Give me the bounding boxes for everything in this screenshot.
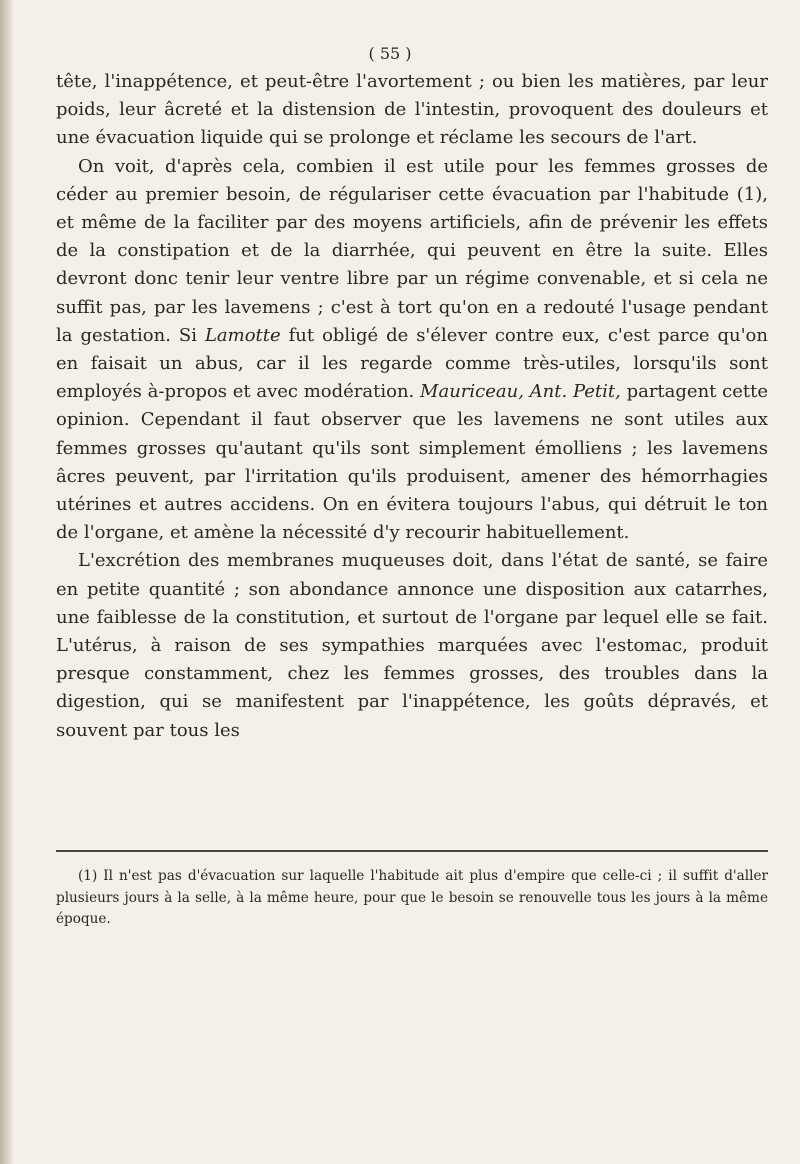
paragraph-2 <box>56 153 768 548</box>
body-text <box>56 68 768 745</box>
paragraph-2-text-b: fut obligé de s'élever contre eux, c'est parce qu'on en faisait un abus, car il les regarde comme très-utiles, lorsqu'ils sont employés à-propos et avec modération. <box>56 324 768 403</box>
paragraph-1 <box>56 68 768 153</box>
author-names-mauriceau-petit: Mauriceau, Ant. Petit, <box>420 381 621 403</box>
paragraph-1-text: tête, l'inappétence, et peut-être l'avortement ; ou bien les matières, par leur poids, leur âcreté et la distension de l'intestin, provoquent des douleurs et une évacuation liquide qui se prolonge et réclame les secours de l'art. <box>56 71 768 149</box>
footnote: (1) Il n'est pas d'évacuation sur laquelle l'habitude ait plus d'empire que celle-ci ; il suffit d'aller plusieurs jours à la selle, à la même heure, pour que le besoin se renouvelle tous les jours à la même époque. <box>56 868 768 927</box>
author-name-lamotte: Lamotte <box>204 324 281 346</box>
page-number: ( 55 ) <box>368 44 412 63</box>
footnote-divider <box>56 850 768 852</box>
paragraph-3-text: L'excrétion des membranes muqueuses doit, dans l'état de santé, se faire en petite quantité ; son abondance annonce une disposition aux catarrhes, une faiblesse de la constitution, et surtout de l'organe par lequel elle se fait. L'utérus, à raison de ses sympathies marquées avec l'estomac, produit presque constamment, chez les femmes grosses, des troubles dans la digestion, qui se manifestent par l'inappétence, les goûts dépravés, et souvent par tous les <box>56 550 768 741</box>
paragraph-2-text-a: On voit, d'après cela, combien il est utile pour les femmes grosses de céder au premier besoin, de régulariser cette évacuation par l'habitude (1), et même de la faciliter par des moyens artificiels, afin de prévenir les effets de la constipation et de la diarrhée, qui peuvent en être la suite. Elles devront donc tenir leur ventre libre par un régime convenable, et si cela ne suffit pas, par les lavemens ; c'est à tort qu'on en a redouté l'usage pendant la gestation. Si <box>56 155 768 346</box>
paragraph-3 <box>56 547 768 744</box>
binding-edge-shadow <box>0 0 14 1164</box>
paragraph-2-text-c: partagent cette opinion. Cependant il faut observer que les lavemens ne sont utiles aux femmes grosses qu'autant qu'ils sont simplement émolliens ; les lavemens âcres peuvent, par l'irritation qu'ils produisent, amener des hémorrhagies utérines et autres accidens. On en évitera toujours l'abus, qui détruit le ton de l'organe, et amène la nécessité d'y recourir habituellement. <box>56 381 768 544</box>
